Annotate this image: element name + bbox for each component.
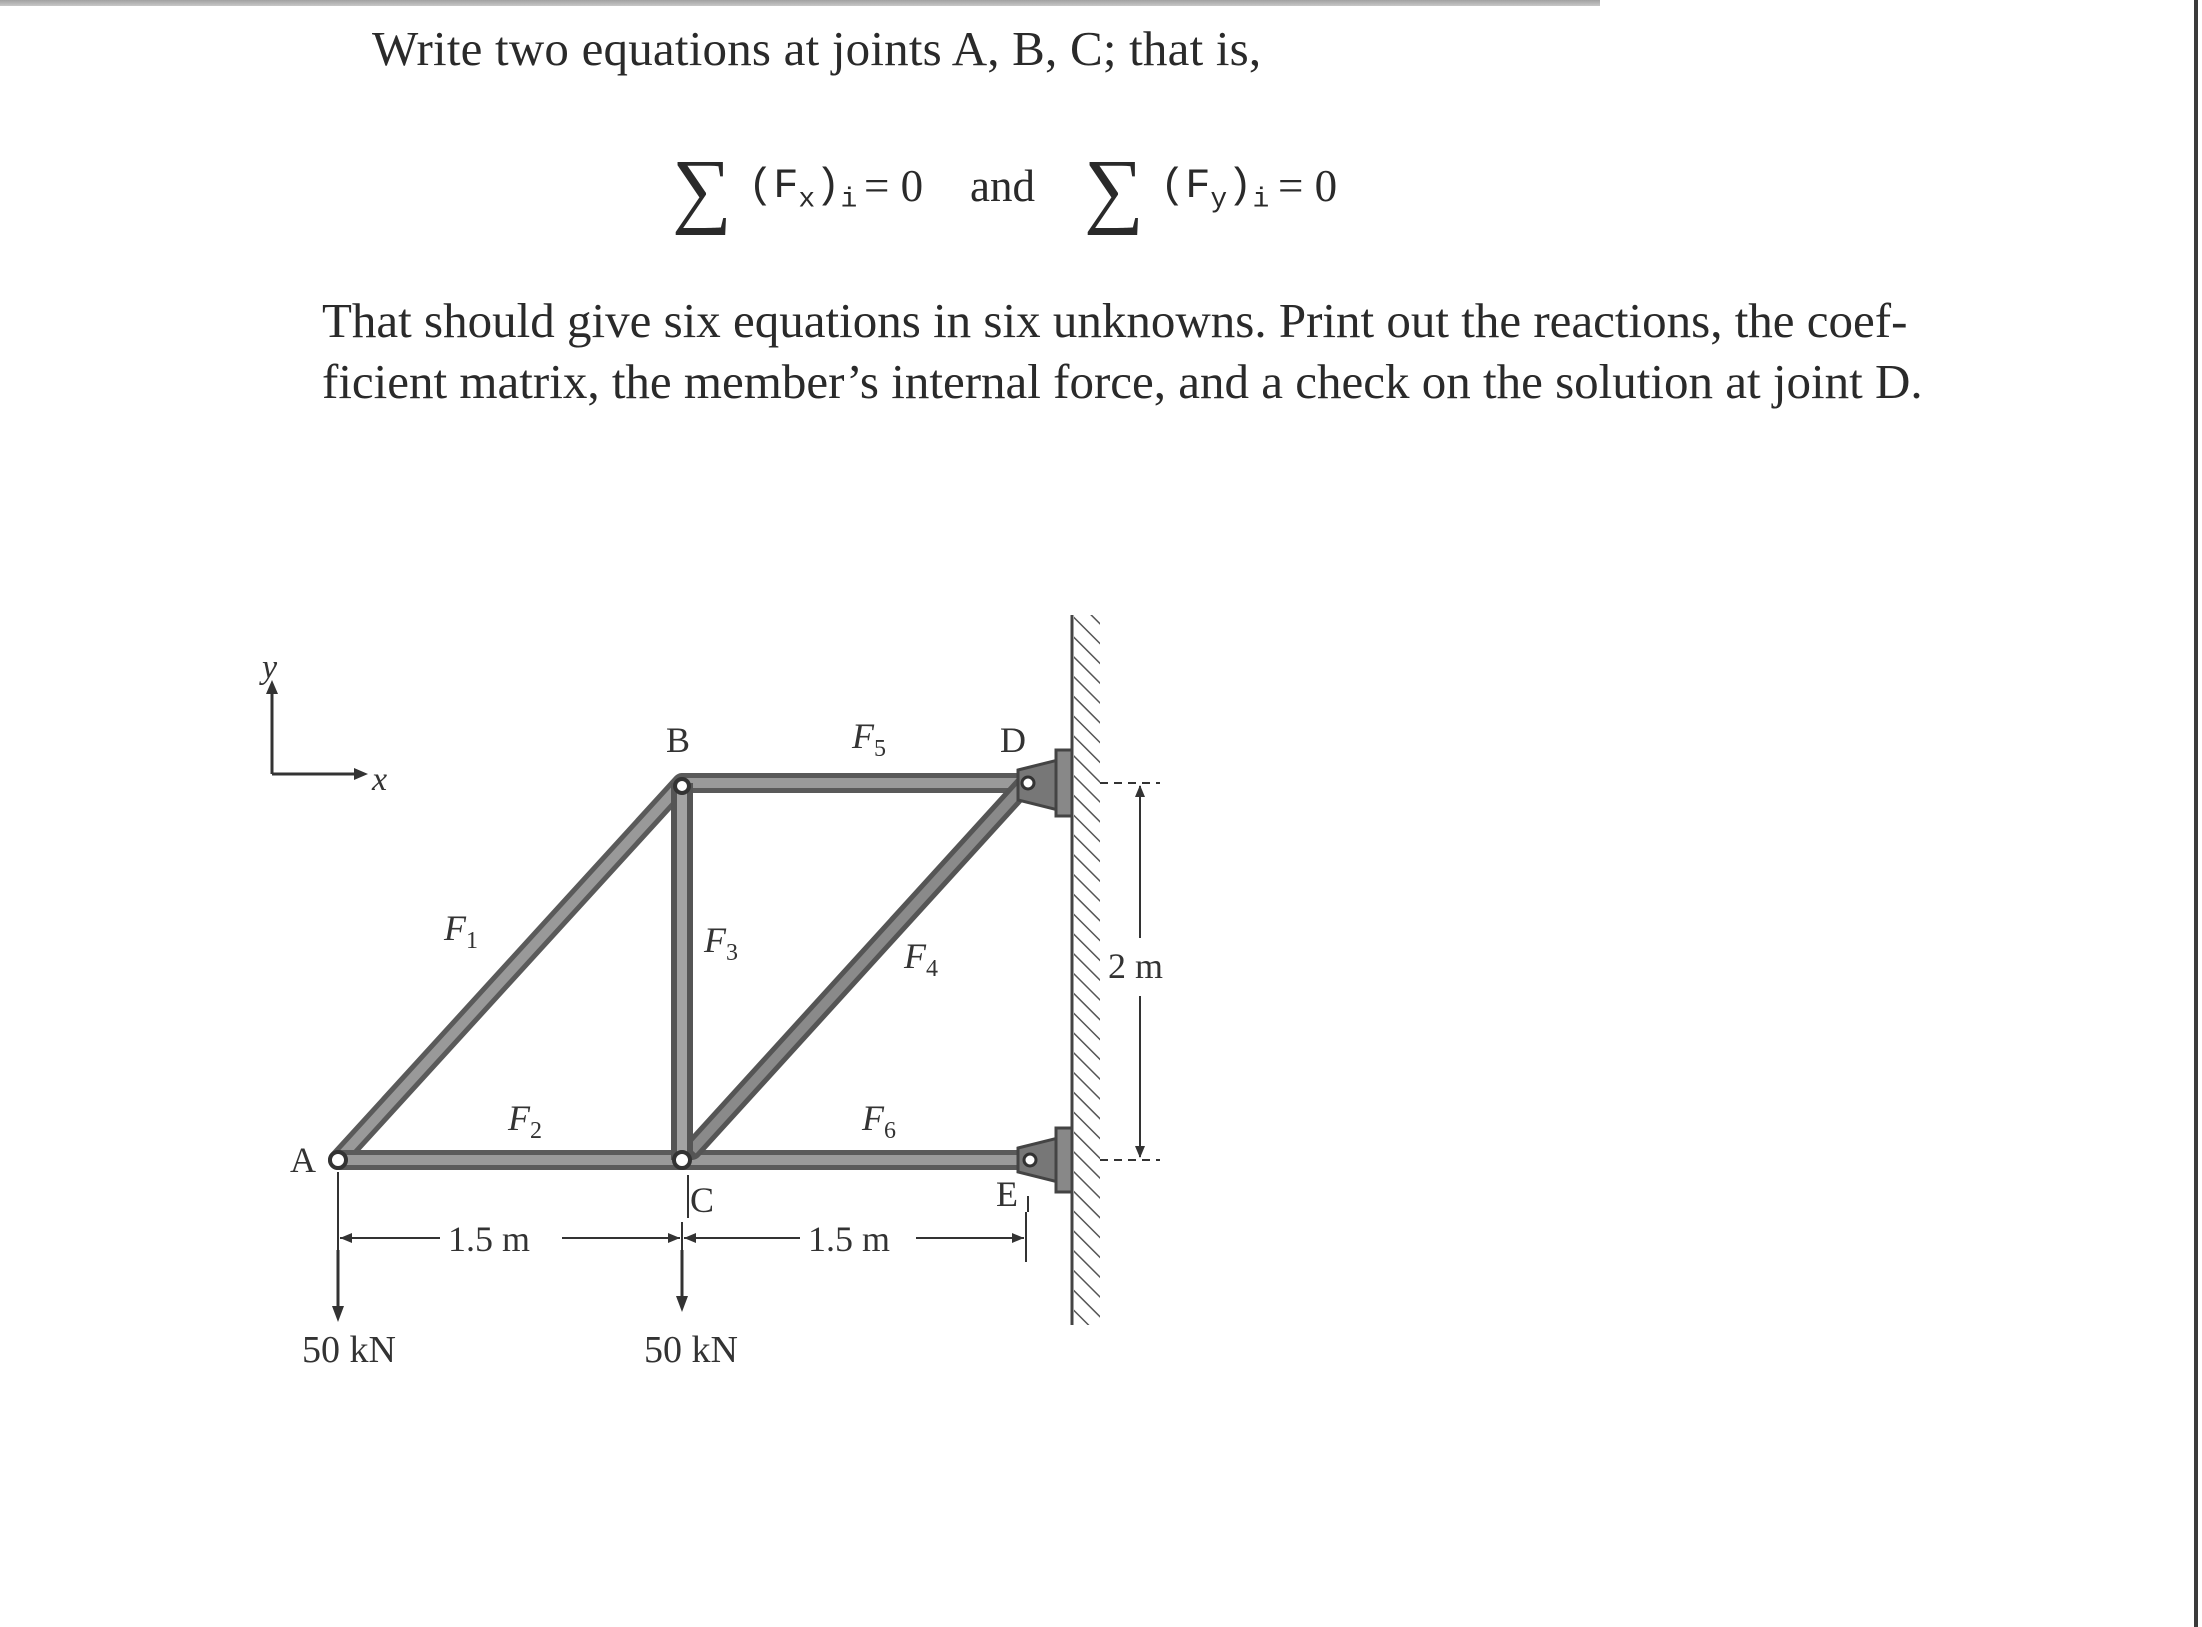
dimension-label-right: 1.5 m (808, 1219, 891, 1259)
paragraph-line-1: That should give six equations in six unknowns. Print out the reactions, the coef- (322, 293, 1908, 348)
sigma-symbol-x: ∑ (672, 143, 732, 236)
member-label-f5: $F_5$ (852, 716, 886, 762)
joint-e-marker (996, 1174, 1028, 1214)
intro-text: Write two equations at joints A, B, C; that is, (372, 21, 1262, 76)
dimension-label-left: 1.5 m (448, 1219, 531, 1259)
axes-icon (259, 649, 387, 798)
joint-label-d: D (1000, 720, 1026, 760)
dimension-label-height: 2 m (1108, 946, 1164, 986)
support-d (1018, 750, 1072, 816)
load-label-a: 50 kN (302, 1329, 396, 1371)
member-label-f2: $F_2$ (508, 1098, 542, 1144)
eq-fy-term: $(F_y)_i$ (1160, 162, 1270, 216)
support-e (1018, 1128, 1072, 1192)
joint-label-c: C (690, 1180, 715, 1220)
joint-c-marker (688, 1175, 714, 1220)
wall-support (1072, 615, 1100, 1325)
load-arrow-c (676, 1250, 688, 1312)
load-arrow-a (332, 1250, 344, 1322)
member-label-f3: $F_3$ (704, 920, 738, 966)
y-axis-label: y (262, 649, 278, 686)
member-label-f1: $F_1$ (444, 908, 478, 954)
joint-label-a: A (290, 1140, 316, 1180)
paragraph-line-2: ficient matrix, the member’s internal force, and a check on the solution at joint D. (322, 354, 1923, 409)
x-axis-label: x (372, 761, 388, 798)
eq-and: and (970, 161, 1035, 211)
eq-fx-term: $(F_x)_i$ (748, 162, 858, 216)
joint-c-pin (674, 1152, 690, 1168)
joint-label-e: E (996, 1174, 1018, 1214)
member-label-f4: $F_4$ (904, 936, 938, 982)
dimension-horizontal (338, 1172, 1026, 1262)
sigma-symbol-y: ∑ (1084, 143, 1144, 236)
joint-a-pin (330, 1152, 346, 1168)
joint-b-pin (675, 779, 689, 793)
joint-label-b: B (666, 720, 691, 760)
eq-fy-zero: = 0 (1278, 161, 1338, 211)
load-label-c: 50 kN (644, 1329, 738, 1371)
eq-fx-zero: = 0 (864, 161, 924, 211)
member-label-f6: $F_6$ (862, 1098, 896, 1144)
